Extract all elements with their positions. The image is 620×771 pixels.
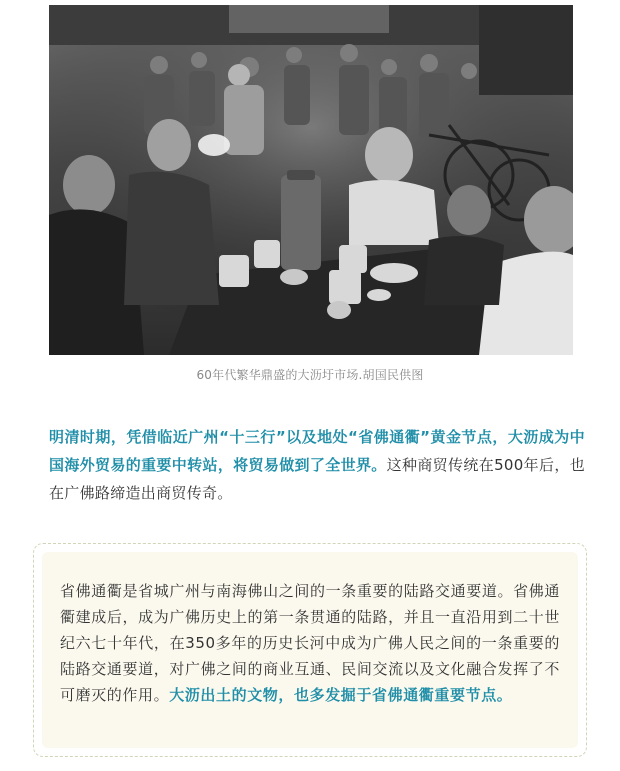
- intro-paragraph: [49, 423, 585, 507]
- info-card-body: 省佛通衢是省城广州与南海佛山之间的一条重要的陆路交通要道。省佛通衢建成后，成为广佛历史上的第一条贯通的陆路，并且一直沿用到二十世纪六七十年代，在350多年的历史长河中成为广佛人民之间的一条重要的陆路交通要道，对广佛之间的商业互通、民间交流以及文化融合发挥了不可磨灭的作用。: [60, 582, 560, 704]
- info-card-text: [60, 578, 560, 708]
- market-photo-illustration: [49, 5, 573, 355]
- info-card-highlight: 大沥出土的文物，也多发掘于省佛通衢重要节点。: [169, 686, 513, 704]
- info-card-inner: [42, 552, 578, 748]
- intro-highlight: 明清时期，凭借临近广州“十三行”以及地处“省佛通衢”黄金节点，大沥成为中国海外贸易的重要中转站，将贸易做到了全世界。: [49, 428, 585, 474]
- photo-caption: 60年代繁华鼎盛的大沥圩市场.胡国民供图: [196, 368, 424, 382]
- market-photo: [49, 5, 573, 355]
- info-card: [33, 543, 587, 757]
- intro-rest: 这种商贸传统在500年后，也在广佛路缔造出商贸传奇。: [49, 456, 585, 502]
